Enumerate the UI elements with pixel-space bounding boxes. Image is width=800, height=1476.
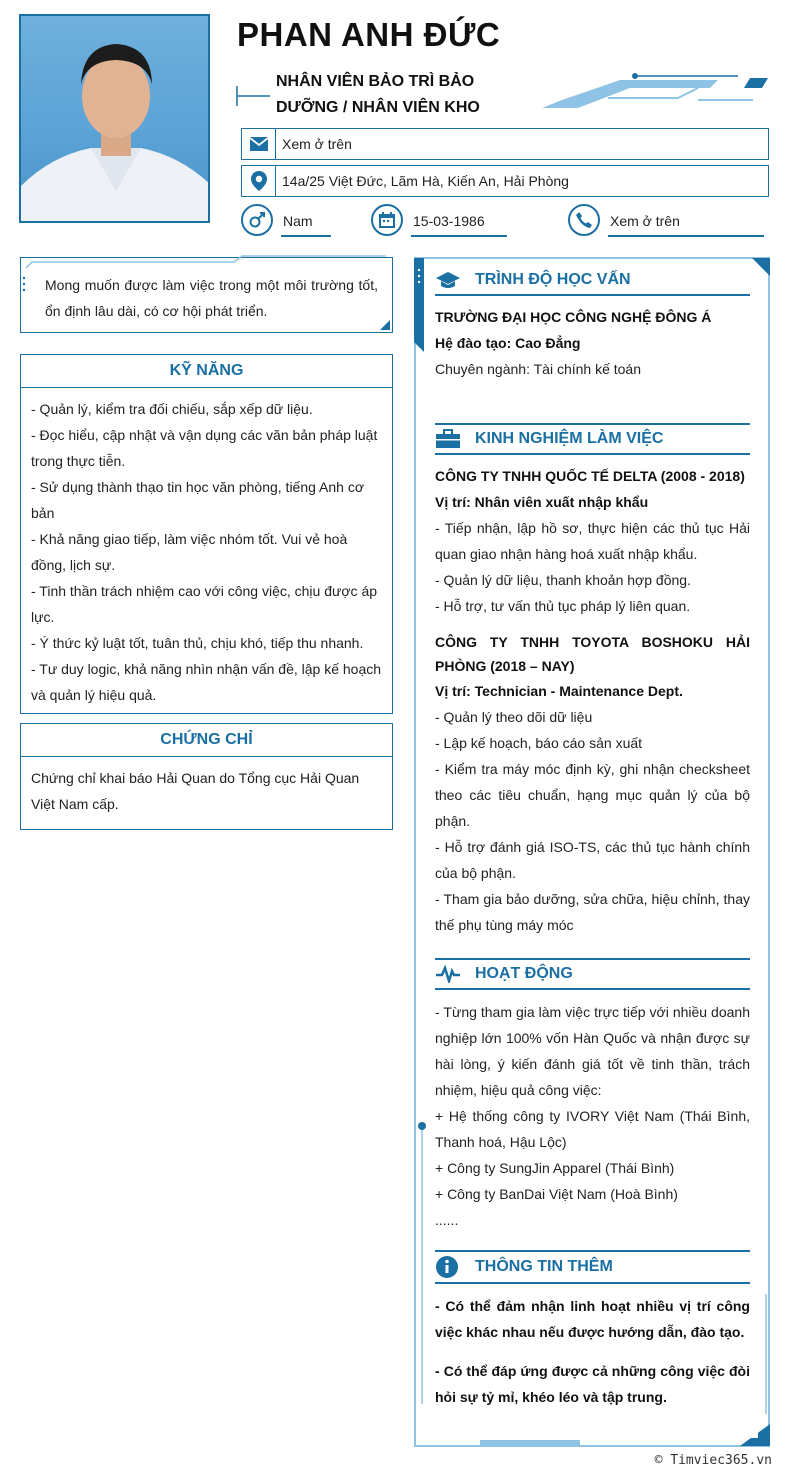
- experience-heading: KINH NGHIỆM LÀM VIỆC: [475, 430, 664, 447]
- skill-item: - Đọc hiểu, cập nhật và vận dụng các văn bản pháp luật trong thực tiễn.: [31, 427, 378, 469]
- skills-heading: KỸ NĂNG: [21, 355, 392, 388]
- birthday-item: [371, 203, 507, 237]
- certificates-section: [20, 723, 393, 830]
- activities-heading-row: [435, 958, 750, 990]
- briefcase-icon: [435, 429, 463, 449]
- birthday-value: 15-03-1986: [411, 203, 507, 237]
- skills-section: [20, 354, 393, 714]
- additional-item: - Có thể đảm nhận linh hoạt nhiều vị trí công việc khác nhau nếu được hướng dẫn, đào tạo.: [435, 1298, 750, 1340]
- job-duty: - Kiểm tra máy móc định kỳ, ghi nhận checksheet theo các tiêu chuẩn, hạng mục quản lý của bộ phận.: [435, 761, 750, 829]
- education-heading: TRÌNH ĐỘ HỌC VẤN: [475, 271, 631, 288]
- location-pin-icon: [242, 166, 276, 196]
- address-value: 14a/25 Việt Đức, Lãm Hà, Kiến An, Hải Phòng: [282, 173, 569, 189]
- job-duty: - Tham gia bảo dưỡng, sửa chữa, hiệu chỉnh, thay thế phụ tùng máy móc: [435, 891, 750, 933]
- candidate-name: PHAN ANH ĐỨC: [237, 16, 501, 53]
- activity-item: + Công ty BanDai Việt Nam (Hoà Bình): [435, 1186, 678, 1202]
- calendar-icon: [371, 204, 403, 236]
- activities-heading: HOẠT ĐỘNG: [475, 965, 573, 982]
- activity-item: - Từng tham gia làm việc trực tiếp với nhiều doanh nghiệp lớn 100% vốn Hàn Quốc và nhận được sự hài lòng, ý kiến đánh giá tốt về tinh thần, trách nhiệm, hiệu quả công việc:: [435, 1004, 750, 1098]
- skill-item: - Ý thức kỷ luật tốt, tuân thủ, chịu khó, tiếp thu nhanh.: [31, 635, 364, 651]
- additional-heading-row: [435, 1250, 750, 1284]
- title-connector-decoration: [236, 84, 276, 108]
- experience-job-2: [435, 630, 750, 938]
- education-major: Chuyên ngành: Tài chính kế toán: [435, 361, 642, 377]
- gender-value: Nam: [281, 203, 331, 237]
- profile-photo: [19, 14, 210, 223]
- additional-content: [435, 1293, 750, 1410]
- education-content: [435, 304, 750, 382]
- education-heading-row: [435, 266, 750, 296]
- footer-credit: © Timviec365.vn: [654, 1453, 772, 1468]
- job-company: CÔNG TY TNHH QUỐC TẾ DELTA (2008 - 2018): [435, 468, 745, 484]
- skills-list: [21, 388, 392, 716]
- info-icon: [435, 1255, 463, 1279]
- experience-job-1: [435, 463, 750, 619]
- additional-heading: THÔNG TIN THÊM: [475, 1258, 613, 1275]
- job-duty: - Lập kế hoạch, báo cáo sản xuất: [435, 735, 643, 751]
- phone-value: Xem ở trên: [608, 203, 764, 237]
- activity-item: + Hệ thống công ty IVORY Việt Nam (Thái Bình, Thanh hoá, Hậu Lộc): [435, 1108, 750, 1150]
- education-level: Hệ đào tạo: Cao Đẳng: [435, 335, 581, 351]
- job-duty: - Quản lý dữ liệu, thanh khoản hợp đồng.: [435, 572, 691, 588]
- header-graphic-decoration: [538, 72, 770, 112]
- experience-heading-row: [435, 423, 750, 455]
- job-position: Vị trí: Technician - Maintenance Dept.: [435, 683, 683, 699]
- envelope-icon: [242, 129, 276, 159]
- gender-item: [241, 203, 331, 237]
- phone-icon: [568, 204, 600, 236]
- address-row: [241, 165, 769, 197]
- skill-item: - Quản lý, kiểm tra đối chiếu, sắp xếp dữ liệu.: [31, 401, 313, 417]
- job-title-line-1: NHÂN VIÊN BẢO TRÌ BẢO: [276, 73, 475, 90]
- activities-content: [435, 999, 750, 1233]
- job-duty: - Tiếp nhận, lập hồ sơ, thực hiện các thủ tục Hải quan giao nhận hàng hoá xuất nhập khẩu.: [435, 520, 750, 562]
- job-title-line-2: DƯỠNG / NHÂN VIÊN KHO: [276, 99, 480, 116]
- skill-item: - Khả năng giao tiếp, làm việc nhóm tốt. Vui vẻ hoà đồng, lịch sự.: [31, 531, 348, 573]
- job-position: Vị trí: Nhân viên xuất nhập khẩu: [435, 494, 649, 510]
- activity-item: ......: [435, 1212, 459, 1228]
- skill-item: - Sử dụng thành thạo tin học văn phòng, tiếng Anh cơ bản: [31, 479, 365, 521]
- skill-item: - Tư duy logic, khả năng nhìn nhận vấn đề, lập kế hoạch và quản lý hiệu quả.: [31, 661, 382, 703]
- graduation-cap-icon: [435, 270, 463, 290]
- job-duty: - Hỗ trợ, tư vấn thủ tục pháp lý liên quan.: [435, 598, 691, 614]
- skill-item: - Tinh thần trách nhiệm cao với công việc, chịu được áp lực.: [31, 583, 378, 625]
- job-company: CÔNG TY TNHH TOYOTA BOSHOKU HẢI PHÒNG (2018 – NAY): [435, 634, 750, 674]
- heartbeat-icon: [435, 965, 463, 983]
- corner-triangle-decoration: [378, 318, 392, 332]
- job-duty: - Quản lý theo dõi dữ liệu: [435, 709, 593, 725]
- objective-frame-decoration: [14, 254, 394, 294]
- email-value: Xem ở trên: [282, 136, 352, 152]
- gender-icon: [241, 204, 273, 236]
- additional-item: - Có thể đáp ứng được cả những công việc đòi hỏi sự tỷ mỉ, khéo léo và tập trung.: [435, 1363, 750, 1405]
- job-duty: - Hỗ trợ đánh giá ISO-TS, các thủ tục hành chính của bộ phận.: [435, 839, 750, 881]
- email-row: [241, 128, 769, 160]
- job-title: [276, 69, 516, 121]
- certificates-text: Chứng chỉ khai báo Hải Quan do Tổng cục Hải Quan Việt Nam cấp.: [31, 770, 360, 812]
- school-name: TRƯỜNG ĐẠI HỌC CÔNG NGHỆ ĐÔNG Á: [435, 309, 712, 325]
- phone-item: [568, 203, 764, 237]
- certificates-heading: CHỨNG CHỈ: [21, 724, 392, 757]
- activity-item: + Công ty SungJin Apparel (Thái Bình): [435, 1160, 675, 1176]
- objective-text: Mong muốn được làm việc trong một môi trường tốt, ổn định lâu dài, có cơ hội phát triển.: [45, 277, 378, 319]
